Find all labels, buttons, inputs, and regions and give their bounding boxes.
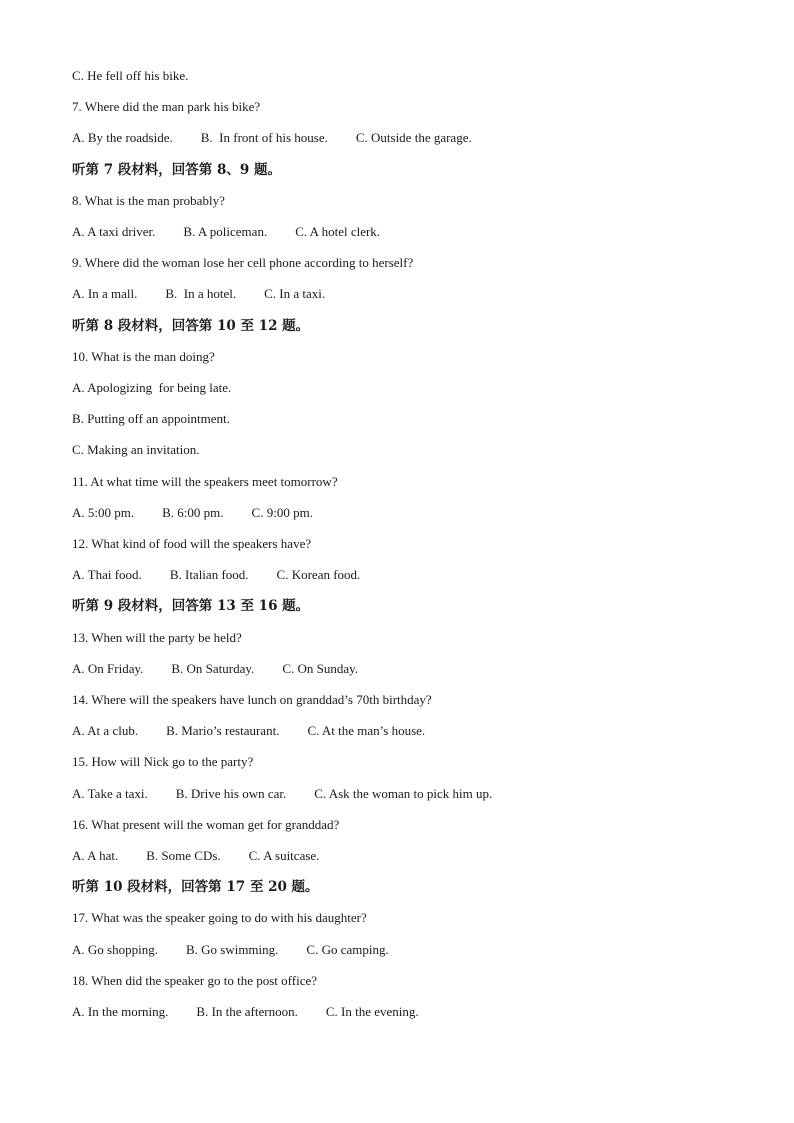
answer-options-row <box>72 1004 419 1020</box>
question-line: 9. Where did the woman lose her cell phone according to herself? <box>72 255 414 271</box>
answer-option: B. Go swimming. <box>185 941 279 957</box>
question-line: 16. What present will the woman get for granddad? <box>72 816 340 832</box>
answer-options-row <box>72 286 325 302</box>
answer-option: C. On Sunday. <box>282 660 359 676</box>
answer-option: B. In a hotel. <box>165 286 237 302</box>
answer-options-row <box>72 786 492 802</box>
answer-options-row <box>72 567 360 583</box>
answer-option: C. Korean food. <box>276 567 361 583</box>
section-heading: 听第 9 段材料，回答第 13 至 16 题。 <box>72 598 310 615</box>
section-heading: 听第 8 段材料，回答第 10 至 12 题。 <box>72 317 310 334</box>
answer-option: B. Italian food. <box>169 567 249 583</box>
answer-options-row <box>72 848 319 864</box>
answer-options-row <box>72 661 358 677</box>
answer-option: C. Go camping. <box>306 941 389 957</box>
question-line: A. Apologizing for being late. <box>72 380 232 395</box>
question-line: B. Putting off an appointment. <box>72 411 230 427</box>
answer-option: C. In the evening. <box>325 1004 419 1019</box>
answer-option: B. In front of his house. <box>200 130 328 146</box>
answer-option: C. A hotel clerk. <box>295 224 381 239</box>
answer-option: A. Thai food. <box>72 567 142 583</box>
answer-option: C. In a taxi. <box>264 286 326 302</box>
question-line: 11. At what time will the speakers meet tomorrow? <box>72 473 338 489</box>
answer-option: C. 9:00 pm. <box>251 504 313 520</box>
answer-option: A. By the roadside. <box>72 130 173 146</box>
answer-options-row <box>72 942 389 958</box>
answer-option: B. Drive his own car. <box>175 785 287 801</box>
answer-option: C. Ask the woman to pick him up. <box>314 785 493 801</box>
answer-option: A. In a mall. <box>72 286 138 302</box>
answer-options-row <box>72 224 380 240</box>
answer-option: C. At the man’s house. <box>307 723 426 739</box>
answer-option: A. 5:00 pm. <box>72 504 135 520</box>
answer-option: A. On Friday. <box>72 660 144 676</box>
answer-option: A. At a club. <box>72 723 139 739</box>
answer-option: C. A suitcase. <box>248 848 320 863</box>
answer-option: A. A taxi driver. <box>72 224 156 239</box>
section-heading: 听第 10 段材料，回答第 17 至 20 题。 <box>72 879 319 896</box>
question-line: 8. What is the man probably? <box>72 192 225 208</box>
answer-option: B. A policeman. <box>183 224 268 239</box>
section-heading: 听第 7 段材料，回答第 8、9 题。 <box>72 161 281 178</box>
question-line: 7. Where did the man park his bike? <box>72 99 261 115</box>
question-line: 14. Where will the speakers have lunch on granddad’s 70th birthday? <box>72 692 432 707</box>
answer-options-row <box>72 130 472 146</box>
answer-option: B. 6:00 pm. <box>162 504 224 520</box>
answer-option: B. In the afternoon. <box>196 1004 298 1019</box>
question-line: C. Making an invitation. <box>72 442 200 458</box>
answer-option: A. In the morning. <box>72 1004 169 1019</box>
answer-option: A. Go shopping. <box>72 941 158 957</box>
question-line: 18. When did the speaker go to the post office? <box>72 972 318 988</box>
question-line: 13. When will the party be held? <box>72 629 242 645</box>
question-line: 12. What kind of food will the speakers have? <box>72 536 312 551</box>
answer-option: C. Outside the garage. <box>355 130 472 146</box>
answer-option: B. Some CDs. <box>146 848 221 863</box>
question-line: 10. What is the man doing? <box>72 348 215 364</box>
answer-option: A. Take a taxi. <box>72 785 148 801</box>
question-line: 17. What was the speaker going to do with his daughter? <box>72 910 367 926</box>
answer-options-row <box>72 505 313 521</box>
question-line: C. He fell off his bike. <box>72 68 189 83</box>
answer-option: A. A hat. <box>72 848 119 863</box>
question-line: 15. How will Nick go to the party? <box>72 754 254 770</box>
answer-options-row <box>72 723 425 739</box>
answer-option: B. Mario’s restaurant. <box>166 723 280 739</box>
answer-option: B. On Saturday. <box>171 660 255 676</box>
